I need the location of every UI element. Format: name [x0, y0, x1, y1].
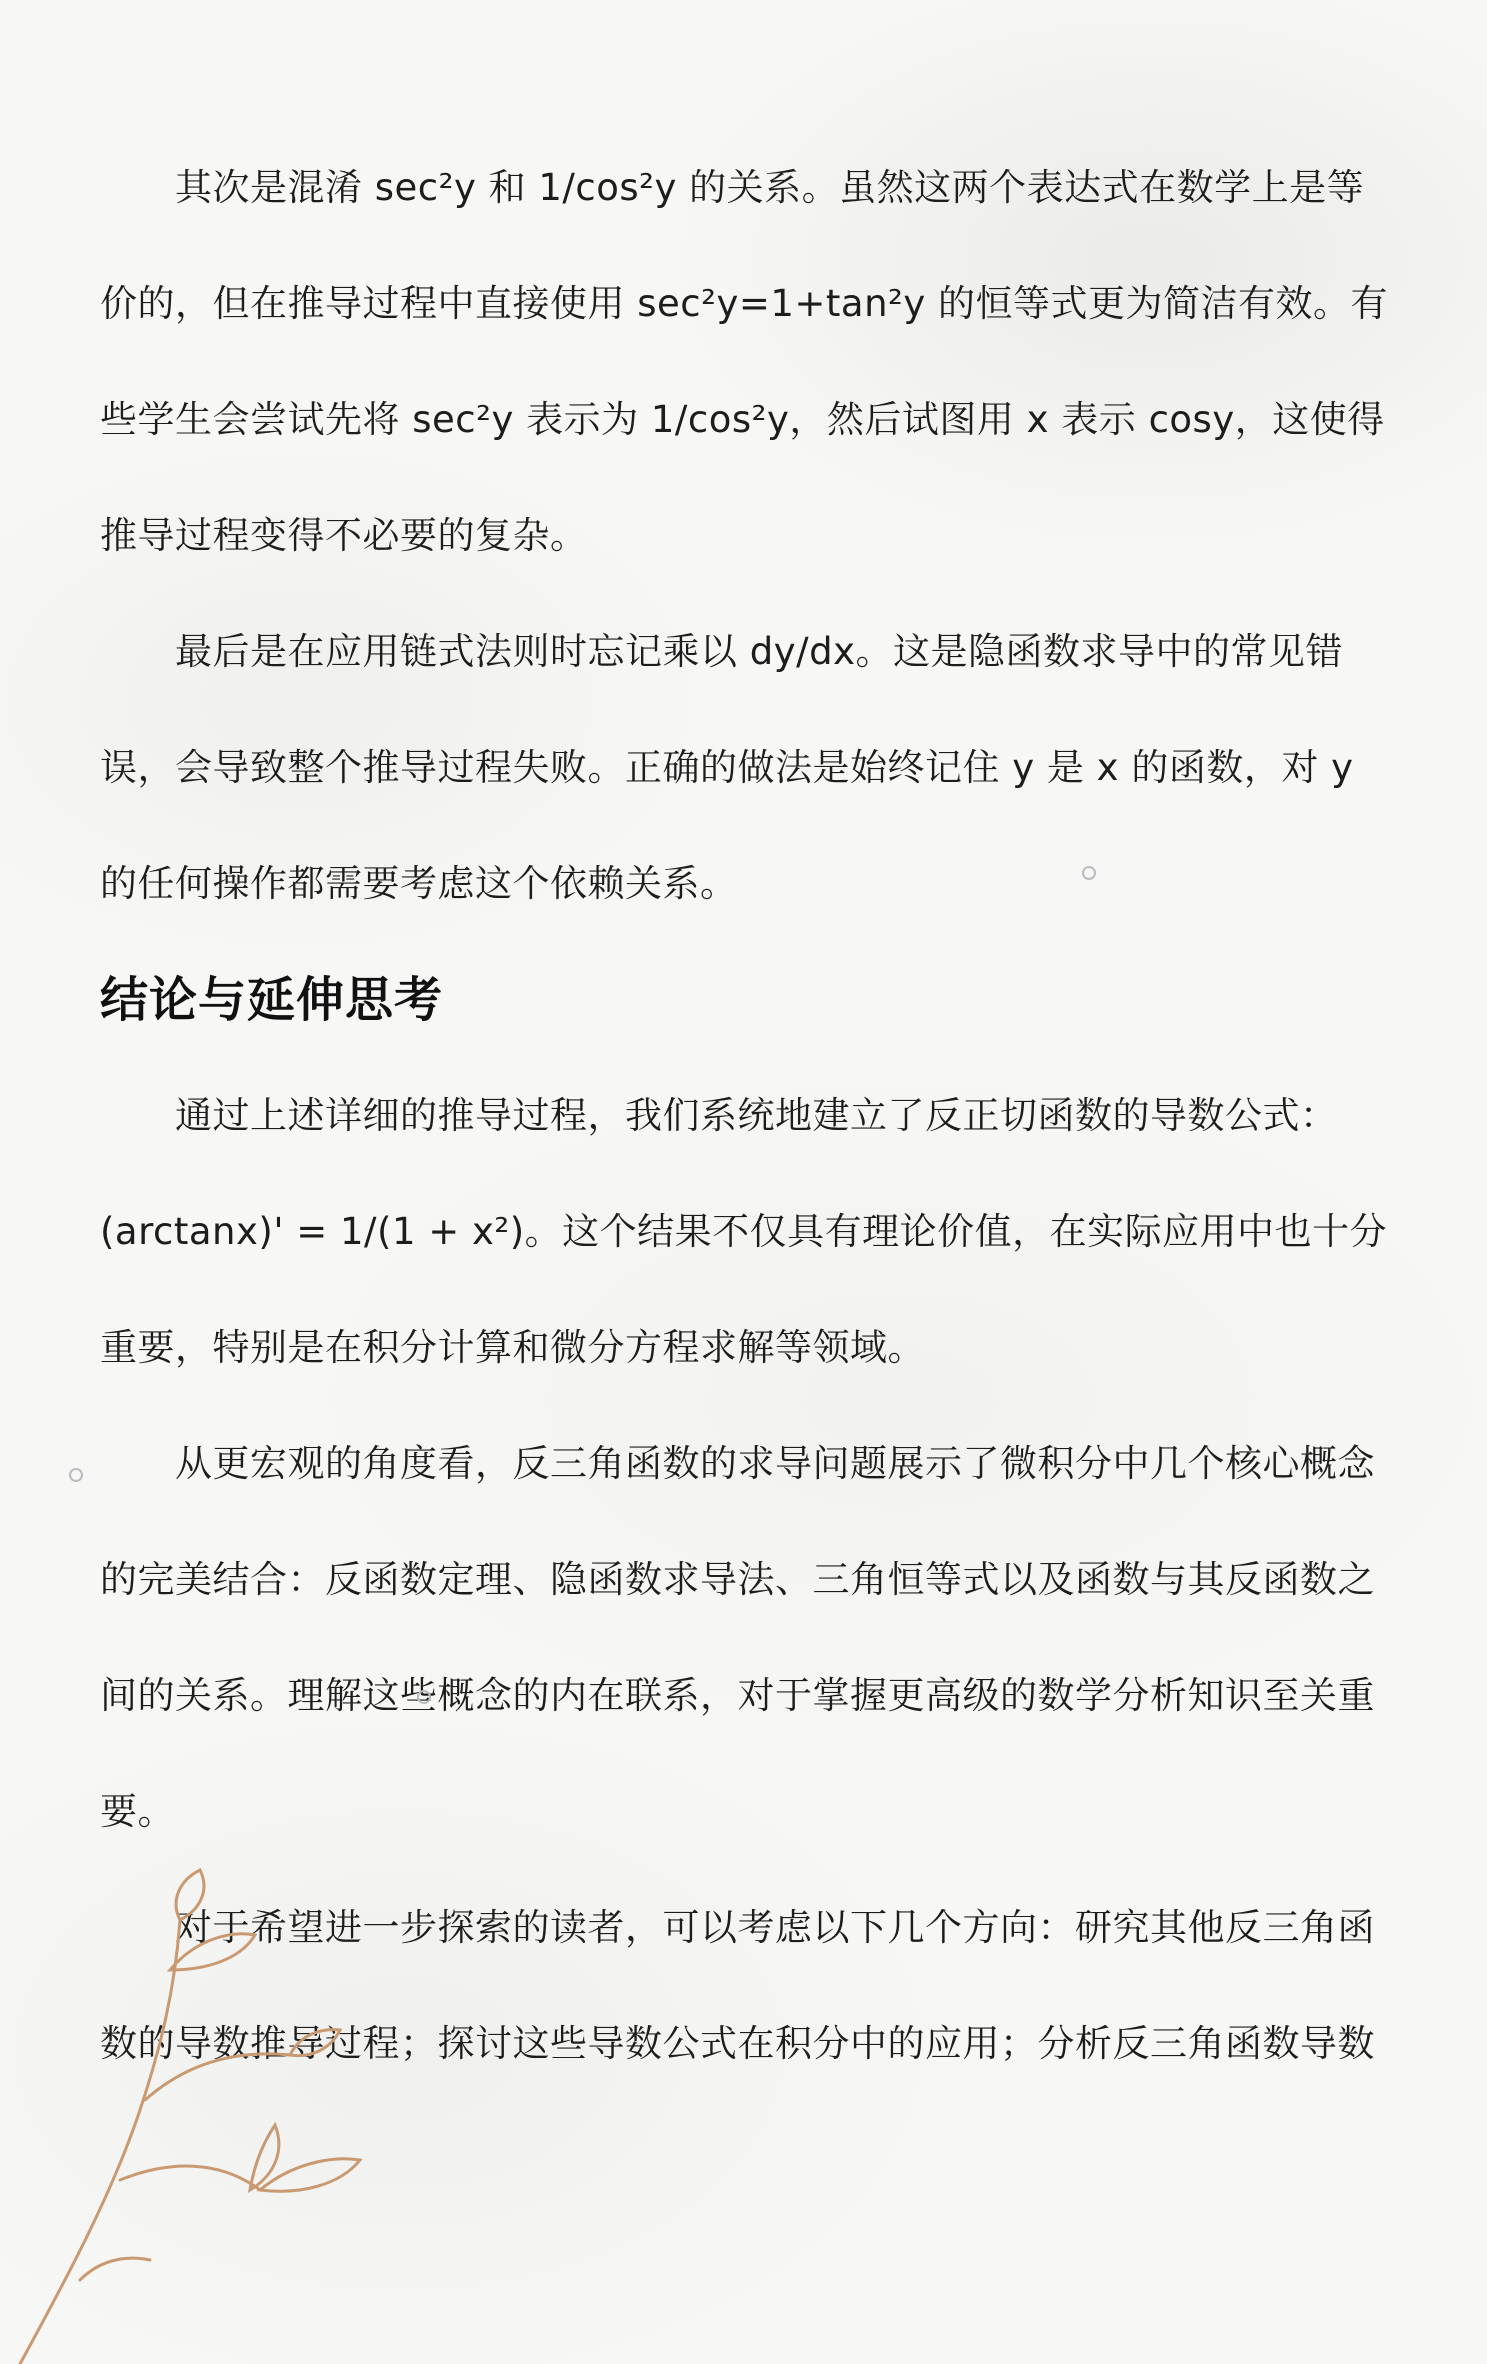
paragraph-further-directions: 对于希望进一步探索的读者，可以考虑以下几个方向：研究其他反三角函数的导数推导过程；探讨这些导数公式在积分中的应用；分析反三角函数导数	[100, 1906, 1375, 2065]
paragraph-macro-view: 从更宏观的角度看，反三角函数的求导问题展示了微积分中几个核心概念的完美结合：反函数定理、隐函数求导法、三角恒等式以及函数与其反函数之间的关系。理解这些概念的内在联系，对于掌握更高级的数学分析知识至关重要。	[100, 1442, 1375, 1833]
decorative-ring	[417, 1690, 431, 1704]
branch-icon	[20, 1870, 360, 2364]
paragraph-conclusion: 通过上述详细的推导过程，我们系统地建立了反正切函数的导数公式：(arctanx)' = 1/(1 + x²)。这个结果不仅具有理论价值，在实际应用中也十分重要，特别是在积分计算和微分方程求解等领域。	[100, 1094, 1388, 1369]
decorative-ring	[1082, 866, 1096, 880]
branch-illustration	[0, 1860, 420, 2364]
section-heading: 结论与延伸思考	[100, 972, 444, 1028]
decorative-ring	[69, 1468, 83, 1482]
paragraph-chain-rule: 最后是在应用链式法则时忘记乘以 dy/dx。这是隐函数求导中的常见错误，会导致整个推导过程失败。正确的做法是始终记住 y 是 x 的函数，对 y 的任何操作都需要考虑这个依赖关系。	[100, 630, 1354, 905]
document-body	[100, 130, 1390, 2102]
paragraph-confusing-sec: 其次是混淆 sec²y 和 1/cos²y 的关系。虽然这两个表达式在数学上是等价的，但在推导过程中直接使用 sec²y=1+tan²y 的恒等式更为简洁有效。有些学生会尝试先将 sec²y 表示为 1/cos²y，然后试图用 x 表示 cosy，这使得推导过程变得不必要的复杂。	[100, 166, 1389, 557]
